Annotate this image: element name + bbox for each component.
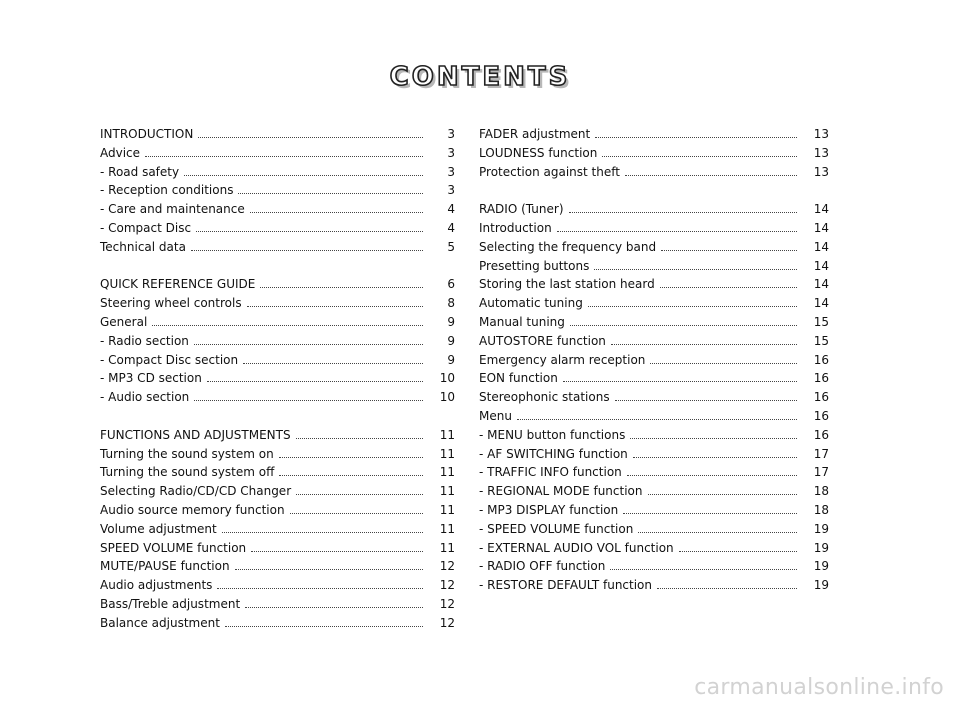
toc-entry-label: Manual tuning [479,314,565,329]
toc-entry[interactable] [479,539,829,558]
dot-leader [250,202,423,213]
dot-leader [660,277,797,288]
toc-entry-label: Steering wheel controls [100,296,242,311]
toc-entry[interactable] [100,369,455,388]
dot-leader [207,371,423,382]
toc-entry-label: EON function [479,371,558,386]
toc-entry-label: Volume adjustment [100,521,217,536]
toc-entry[interactable] [100,557,455,576]
dot-leader [615,390,797,401]
toc-entry-label: Audio adjustments [100,578,213,593]
toc-entry[interactable] [479,332,829,351]
contents-right-column [479,125,829,595]
dot-leader [290,503,423,514]
dot-leader [627,465,797,476]
toc-entry-page-number: 11 [439,427,455,442]
toc-entry[interactable] [100,614,455,633]
toc-entry-label: SPEED VOLUME function [100,540,247,555]
toc-entry[interactable] [100,294,455,313]
toc-entry-page-number: 19 [813,521,829,536]
dot-leader [260,277,423,288]
toc-entry-label: Storing the last station heard [479,277,655,292]
toc-entry-label: Introduction [479,220,552,235]
toc-entry[interactable] [100,332,455,351]
section-gap [100,257,455,276]
contents-left-column [100,125,455,633]
toc-entry[interactable] [100,238,455,257]
toc-entry[interactable] [100,520,455,539]
toc-entry-page-number: 13 [813,145,829,160]
toc-entry[interactable] [479,351,829,370]
toc-entry-page-number: 19 [813,559,829,574]
dot-leader [191,240,423,251]
toc-entry[interactable] [100,576,455,595]
toc-entry-page-number: 15 [813,314,829,329]
toc-entry-page-number: 18 [813,502,829,517]
toc-entry-page-number: 14 [813,277,829,292]
toc-entry-label: AUTOSTORE function [479,333,606,348]
toc-entry-label: - Reception conditions [100,183,234,198]
toc-entry-page-number: 6 [447,277,455,292]
toc-entry[interactable] [100,144,455,163]
toc-entry[interactable] [479,163,829,182]
toc-entry-page-number: 3 [447,183,455,198]
toc-entry[interactable] [100,501,455,520]
toc-entry-page-number: 3 [447,127,455,141]
toc-entry-label: FUNCTIONS AND ADJUSTMENTS [100,427,291,442]
watermark: carmanualsonline.info [694,675,944,700]
toc-entry-label: - RESTORE DEFAULT function [479,578,653,593]
toc-entry-label: - Compact Disc section [100,352,239,367]
toc-entry-page-number: 14 [813,296,829,311]
dot-leader [184,165,423,176]
dot-leader [661,240,797,251]
toc-entry-page-number: 15 [813,333,829,348]
toc-entry[interactable] [479,369,829,388]
toc-entry-label: Technical data [100,239,186,254]
toc-entry-page-number: 3 [447,145,455,160]
dot-leader [222,522,423,533]
dot-leader [595,127,797,138]
toc-entry[interactable] [479,275,829,294]
dot-leader [657,578,797,589]
toc-entry-page-number: 18 [813,484,829,499]
toc-entry-page-number: 4 [447,202,455,217]
toc-entry-label: Selecting Radio/CD/CD Changer [100,484,292,499]
dot-leader [638,522,797,533]
dot-leader [610,559,797,570]
toc-entry-label: LOUDNESS function [479,145,598,160]
toc-entry[interactable] [479,219,829,238]
toc-entry-label: - MENU button functions [479,427,626,442]
dot-leader [194,390,423,401]
dot-leader [235,559,423,570]
dot-leader [679,541,797,552]
toc-entry-page-number: 12 [439,578,455,593]
toc-entry-label: Advice [100,145,141,160]
dot-leader [630,428,797,439]
toc-entry-label: Stereophonic stations [479,390,610,405]
toc-entry-label: - Radio section [100,333,189,348]
dot-leader [238,183,423,194]
toc-entry[interactable] [100,200,455,219]
toc-entry-label: Turning the sound system off [100,465,275,480]
toc-entry[interactable] [479,125,829,144]
dot-leader [594,259,797,270]
toc-entry-label: INTRODUCTION [100,127,194,141]
toc-entry[interactable] [479,426,829,445]
toc-entry-label: Presetting buttons [479,258,590,273]
dot-leader [563,371,797,382]
toc-entry-label: - Compact Disc [100,220,192,235]
dot-leader [247,296,423,307]
toc-entry[interactable] [100,539,455,558]
toc-entry[interactable] [479,482,829,501]
toc-entry-page-number: 16 [813,390,829,405]
toc-entry-page-number: 14 [813,239,829,254]
toc-entry[interactable] [479,313,829,332]
dot-leader [145,146,423,157]
toc-entry[interactable] [479,463,829,482]
toc-entry[interactable] [479,501,829,520]
toc-entry-page-number: 5 [447,239,455,254]
toc-entry[interactable] [100,388,455,407]
dot-leader [196,221,423,232]
toc-entry-page-number: 14 [813,202,829,217]
toc-entry-page-number: 17 [813,446,829,461]
toc-entry-page-number: 12 [439,559,455,574]
dot-leader [217,578,423,589]
toc-entry-page-number: 12 [439,615,455,630]
toc-entry-page-number: 11 [439,502,455,517]
page-title: CONTENTS [389,62,571,92]
toc-entry-page-number: 14 [813,258,829,273]
toc-entry-page-number: 11 [439,446,455,461]
toc-entry-page-number: 16 [813,427,829,442]
dot-leader [296,428,423,439]
toc-entry-label: RADIO (Tuner) [479,202,564,217]
toc-entry-label: - Audio section [100,390,190,405]
dot-leader [152,315,423,326]
toc-entry-page-number: 11 [439,465,455,480]
toc-entry[interactable] [479,576,829,595]
toc-entry-label: General [100,314,148,329]
toc-entry-label: - REGIONAL MODE function [479,484,643,499]
toc-entry-page-number: 9 [447,314,455,329]
toc-entry[interactable] [479,407,829,426]
toc-entry-page-number: 11 [439,521,455,536]
section-gap [100,407,455,426]
toc-entry[interactable] [479,238,829,257]
toc-entry-label: - TRAFFIC INFO function [479,465,622,480]
toc-entry-label: QUICK REFERENCE GUIDE [100,277,256,292]
toc-entry-label: - EXTERNAL AUDIO VOL function [479,540,674,555]
toc-entry-page-number: 13 [813,164,829,179]
toc-entry-label: Menu [479,408,512,423]
toc-entry[interactable] [479,144,829,163]
dot-leader [633,447,797,458]
toc-entry-page-number: 16 [813,352,829,367]
toc-entry-label: Bass/Treble adjustment [100,596,241,611]
dot-leader [570,315,797,326]
toc-entry[interactable] [100,275,455,294]
toc-entry-page-number: 9 [447,333,455,348]
toc-entry-page-number: 10 [439,371,455,386]
toc-entry-page-number: 13 [813,127,829,141]
toc-entry-label: Emergency alarm reception [479,352,646,367]
dot-leader [279,447,423,458]
dot-leader [623,503,797,514]
section-gap [479,181,829,200]
dot-leader [198,127,423,138]
toc-entry-page-number: 19 [813,540,829,555]
toc-entry-label: FADER adjustment [479,127,591,141]
toc-entry-label: Audio source memory function [100,502,285,517]
toc-entry[interactable] [100,181,455,200]
toc-entry-label: - AF SWITCHING function [479,446,628,461]
dot-leader [588,296,797,307]
toc-entry[interactable] [479,520,829,539]
dot-leader [279,465,423,476]
toc-entry-page-number: 3 [447,164,455,179]
toc-entry-label: - MP3 DISPLAY function [479,502,619,517]
toc-entry-label: Selecting the frequency band [479,239,657,254]
toc-entry-label: Balance adjustment [100,615,220,630]
toc-entry[interactable] [100,482,455,501]
toc-entry[interactable] [100,445,455,464]
toc-entry-label: - RADIO OFF function [479,559,606,574]
toc-entry[interactable] [479,388,829,407]
toc-entry[interactable] [100,125,455,144]
toc-entry-page-number: 14 [813,220,829,235]
dot-leader [557,221,797,232]
toc-entry-label: Automatic tuning [479,296,583,311]
dot-leader [650,353,797,364]
toc-entry[interactable] [100,595,455,614]
dot-leader [194,334,423,345]
toc-entry-page-number: 19 [813,578,829,593]
toc-entry-page-number: 17 [813,465,829,480]
toc-entry[interactable] [479,445,829,464]
toc-entry-page-number: 16 [813,371,829,386]
toc-entry-page-number: 12 [439,596,455,611]
toc-entry[interactable] [479,200,829,219]
toc-entry-page-number: 9 [447,352,455,367]
toc-entry-label: Turning the sound system on [100,446,274,461]
dot-leader [517,409,797,420]
toc-entry-label: - SPEED VOLUME function [479,521,634,536]
toc-entry[interactable] [100,463,455,482]
toc-entry[interactable] [100,313,455,332]
toc-entry-page-number: 16 [813,408,829,423]
toc-entry[interactable] [479,557,829,576]
toc-entry-page-number: 8 [447,296,455,311]
dot-leader [625,165,797,176]
toc-entry-page-number: 10 [439,390,455,405]
dot-leader [245,597,423,608]
toc-entry-page-number: 11 [439,540,455,555]
dot-leader [296,484,423,495]
dot-leader [225,616,423,627]
dot-leader [569,202,798,213]
dot-leader [648,484,798,495]
toc-entry-label: - MP3 CD section [100,371,202,386]
toc-entry[interactable] [100,219,455,238]
dot-leader [611,334,797,345]
dot-leader [243,353,423,364]
toc-entry-label: MUTE/PAUSE function [100,559,230,574]
toc-entry[interactable] [100,351,455,370]
dot-leader [251,541,423,552]
toc-entry-label: - Road safety [100,164,180,179]
toc-entry[interactable] [479,294,829,313]
toc-entry-page-number: 11 [439,484,455,499]
dot-leader [602,146,797,157]
toc-entry[interactable] [100,163,455,182]
toc-entry-label: Protection against theft [479,164,620,179]
toc-entry[interactable] [479,257,829,276]
toc-entry-label: - Care and maintenance [100,202,245,217]
toc-entry[interactable] [100,426,455,445]
toc-entry-page-number: 4 [447,220,455,235]
